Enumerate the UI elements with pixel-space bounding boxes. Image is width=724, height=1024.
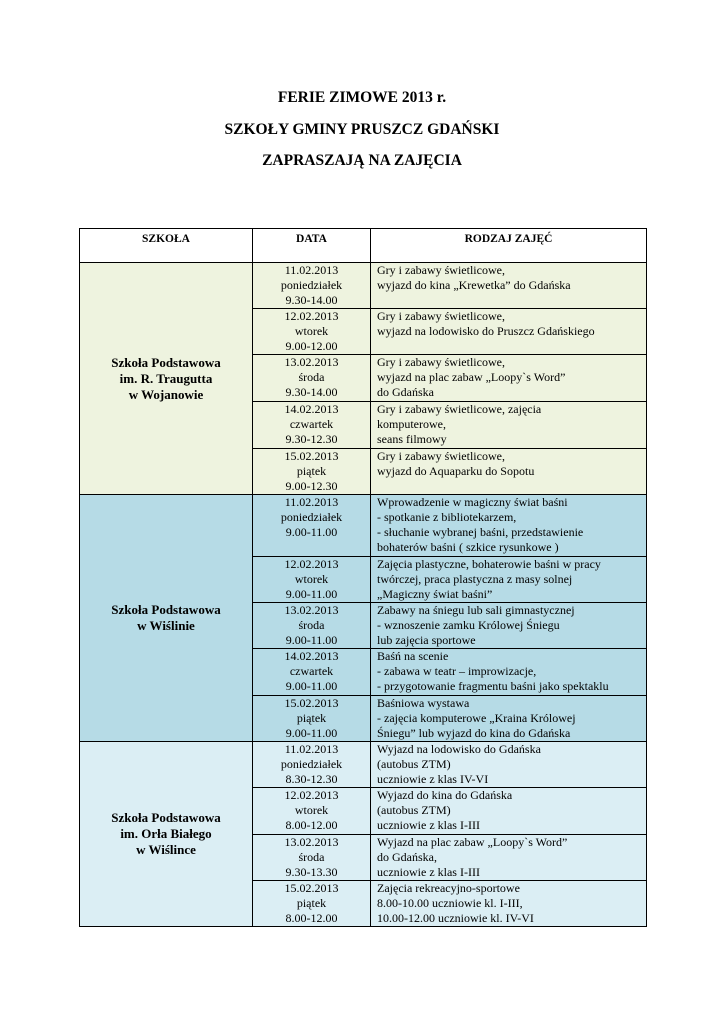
date-cell (253, 263, 371, 309)
school-name-line: Szkoła Podstawowa (111, 602, 221, 617)
date-cell (253, 449, 371, 495)
weekday: czwartek (289, 664, 334, 678)
activity-line: Zajęcia rekreacyjno-sportowe (377, 881, 520, 895)
weekday: wtorek (294, 324, 329, 338)
time-range: 9.00-11.00 (285, 726, 338, 740)
date-value: 12.02.2013 (284, 309, 339, 323)
date-cell (253, 835, 371, 881)
activity-line: Gry i zabawy świetlicowe, (377, 449, 505, 463)
date-value: 12.02.2013 (284, 788, 339, 802)
time-range: 9.30-12.30 (285, 432, 338, 446)
activity-cell (371, 402, 647, 449)
date-cell (253, 742, 371, 788)
activity-cell (371, 649, 647, 696)
school-name-line: Szkoła Podstawowa (111, 354, 221, 370)
time-range: 9.30-14.00 (285, 293, 338, 307)
school-name-line: w Wiślince (136, 842, 196, 857)
title-line-1: FERIE ZIMOWE 2013 r. (277, 89, 447, 106)
activity-line: - słuchanie wybranej baśni, przedstawienie (377, 525, 584, 539)
date-cell (253, 649, 371, 696)
activity-cell (371, 449, 647, 495)
time-range: 9.00-12.30 (285, 479, 338, 493)
activity-line: Gry i zabawy świetlicowe, (377, 355, 505, 369)
school-name-line: w Wojanowie (128, 386, 204, 402)
activity-line: uczniowie z klas I-III (377, 865, 480, 879)
activity-cell (371, 603, 647, 649)
activity-cell (371, 835, 647, 881)
date-cell (253, 309, 371, 355)
date-cell (253, 788, 371, 835)
date-value: 12.02.2013 (284, 557, 339, 571)
activity-line: Zajęcia plastyczne, bohaterowie baśni w pracy (377, 557, 601, 571)
header-date: DATA (253, 229, 371, 263)
activity-cell (371, 309, 647, 355)
date-cell (253, 355, 371, 402)
date-cell (253, 696, 371, 742)
school-name-cell (80, 495, 253, 742)
activity-line: Wprowadzenie w magiczny świat baśni (377, 495, 568, 509)
time-range: 9.00-11.00 (285, 525, 338, 539)
activity-line: lub zajęcia sportowe (377, 633, 476, 647)
time-range: 9.30-13.30 (285, 865, 338, 879)
activity-line: seans filmowy (377, 432, 447, 446)
activity-line: uczniowie z klas I-III (377, 818, 480, 832)
activity-line: wyjazd na plac zabaw „Loopy`s Word” (377, 370, 566, 384)
weekday: poniedziałek (280, 757, 343, 771)
date-cell (253, 557, 371, 603)
activity-line: - zajęcia komputerowe „Kraina Królowej (377, 711, 576, 725)
weekday: środa (298, 618, 325, 632)
date-value: 11.02.2013 (284, 742, 339, 756)
weekday: poniedziałek (280, 278, 343, 292)
date-cell (253, 495, 371, 557)
weekday: środa (298, 370, 325, 384)
time-range: 9.00-12.00 (285, 339, 338, 353)
activity-cell (371, 263, 647, 309)
date-cell (253, 603, 371, 649)
activity-line: - przygotowanie fragmentu baśni jako spektaklu (377, 679, 609, 693)
activity-line: uczniowie z klas IV-VI (377, 772, 489, 786)
time-range: 9.00-11.00 (285, 587, 338, 601)
date-value: 14.02.2013 (284, 402, 339, 416)
title-line-3: ZAPRASZAJĄ NA ZAJĘCIA (262, 152, 462, 169)
activity-line: Gry i zabawy świetlicowe, (377, 309, 505, 323)
activity-line: - zabawa w teatr – improwizacje, (377, 664, 537, 678)
date-cell (253, 881, 371, 927)
activity-cell (371, 557, 647, 603)
activity-cell (371, 696, 647, 742)
weekday: czwartek (289, 417, 334, 431)
activity-line: (autobus ZTM) (377, 803, 451, 817)
time-range: 9.00-11.00 (285, 679, 338, 693)
activity-line: Baśń na scenie (377, 649, 449, 663)
header-activity: RODZAJ ZAJĘĆ (371, 229, 647, 263)
date-value: 11.02.2013 (284, 263, 339, 277)
activity-line: wyjazd do kina „Krewetka” do Gdańska (377, 278, 571, 292)
activity-line: 10.00-12.00 uczniowie kl. IV-VI (377, 911, 534, 925)
activity-line: Baśniowa wystawa (377, 696, 470, 710)
weekday: wtorek (294, 803, 329, 817)
time-range: 8.30-12.30 (285, 772, 338, 786)
schedule-table (79, 228, 647, 927)
date-value: 15.02.2013 (284, 696, 339, 710)
activity-line: - wznoszenie zamku Królowej Śniegu (377, 618, 560, 632)
date-value: 13.02.2013 (284, 355, 339, 369)
activity-line: Gry i zabawy świetlicowe, (377, 263, 505, 277)
activity-line: „Magiczny świat baśni” (377, 587, 493, 601)
title-line-2: SZKOŁY GMINY PRUSZCZ GDAŃSKI (224, 121, 500, 138)
activity-line: Wyjazd na lodowisko do Gdańska (377, 742, 541, 756)
school-name-line: Szkoła Podstawowa (111, 810, 221, 825)
activity-line: Gry i zabawy świetlicowe, zajęcia (377, 402, 542, 416)
school-name-cell (80, 263, 253, 495)
school-name-line: im. Orła Białego (120, 826, 212, 841)
table-row (80, 263, 647, 309)
activity-cell (371, 881, 647, 927)
activity-line: Wyjazd na plac zabaw „Loopy`s Word” (377, 835, 568, 849)
activity-line: wyjazd na lodowisko do Pruszcz Gdańskiego (377, 324, 595, 338)
date-value: 14.02.2013 (284, 649, 339, 663)
activity-line: do Gdańska, (377, 850, 437, 864)
activity-line: bohaterów baśni ( szkice rysunkowe ) (377, 540, 559, 554)
weekday: piątek (296, 464, 327, 478)
header-row (80, 229, 647, 263)
weekday: piątek (296, 711, 327, 725)
activity-line: Wyjazd do kina do Gdańska (377, 788, 513, 802)
date-value: 11.02.2013 (284, 495, 339, 509)
date-value: 13.02.2013 (284, 603, 339, 617)
weekday: wtorek (294, 572, 329, 586)
schedule-body (80, 263, 647, 927)
time-range: 9.30-14.00 (285, 385, 338, 399)
activity-line: wyjazd do Aquaparku do Sopotu (377, 464, 535, 478)
date-value: 15.02.2013 (284, 881, 339, 895)
weekday: poniedziałek (280, 510, 343, 524)
time-range: 8.00-12.00 (285, 911, 338, 925)
activity-line: Zabawy na śniegu lub sali gimnastycznej (377, 603, 575, 617)
time-range: 8.00-12.00 (285, 818, 338, 832)
time-range: 9.00-11.00 (285, 633, 338, 647)
activity-cell (371, 742, 647, 788)
activity-line: Śniegu” lub wyjazd do kina do Gdańska (377, 726, 571, 740)
activity-line: twórczej, praca plastyczna z masy solnej (377, 572, 573, 586)
date-value: 13.02.2013 (284, 835, 339, 849)
school-name-line: w Wiślinie (137, 618, 195, 633)
table-row (80, 495, 647, 557)
activity-cell (371, 788, 647, 835)
school-name-cell (80, 742, 253, 927)
table-row (80, 742, 647, 788)
activity-cell (371, 355, 647, 402)
activity-line: do Gdańska (377, 385, 434, 399)
weekday: piątek (296, 896, 327, 910)
activity-line: - spotkanie z bibliotekarzem, (377, 510, 517, 524)
date-cell (253, 402, 371, 449)
weekday: środa (298, 850, 325, 864)
activity-line: 8.00-10.00 uczniowie kl. I-III, (377, 896, 523, 910)
activity-cell (371, 495, 647, 557)
activity-line: komputerowe, (377, 417, 446, 431)
header-school: SZKOŁA (80, 229, 253, 263)
school-name-line: im. R. Traugutta (119, 370, 213, 386)
activity-line: (autobus ZTM) (377, 757, 451, 771)
date-value: 15.02.2013 (284, 449, 339, 463)
